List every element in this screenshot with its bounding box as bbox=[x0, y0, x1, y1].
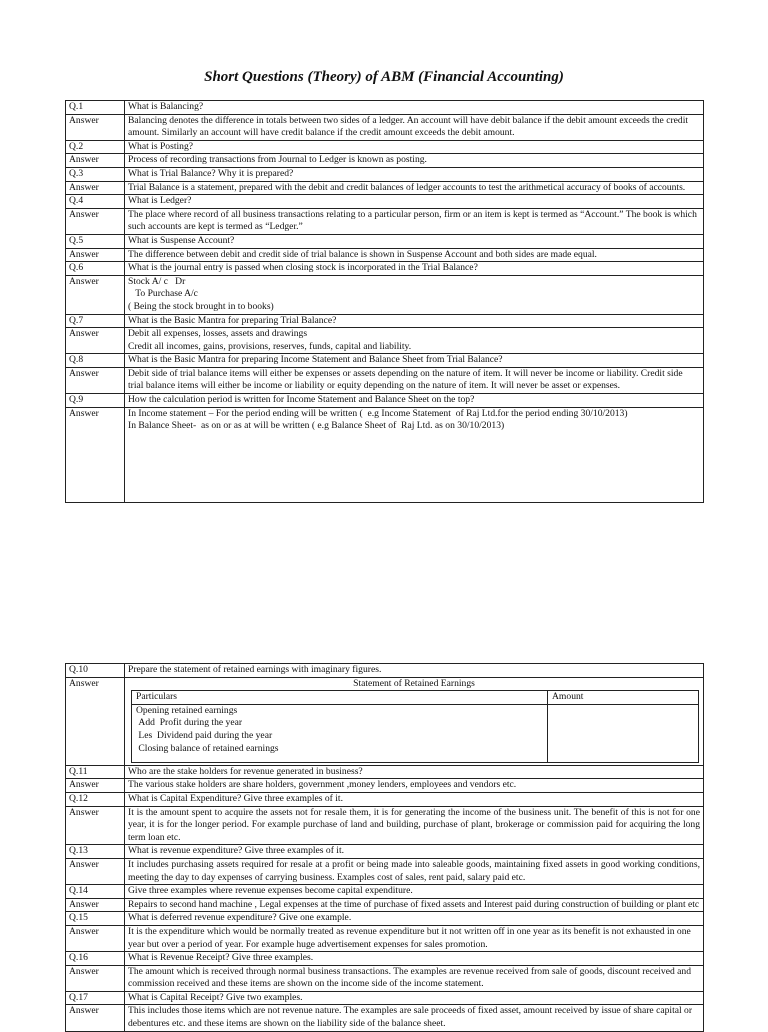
row-label: Q.2 bbox=[66, 140, 125, 154]
row-label: Answer bbox=[66, 154, 125, 168]
table-row bbox=[66, 167, 704, 181]
row-text: In Income statement – For the period ending will be written ( e.g Income Statement of Raj Ltd.for the period ending 30/10/2013) In Balance Sheet- as on or as at will be written ( e.g Balance Sheet of Raj Ltd. as on 30/10/2013) bbox=[125, 407, 704, 502]
row-text: What is deferred revenue expenditure? Give one example. bbox=[125, 912, 704, 926]
row-label: Q.3 bbox=[66, 167, 125, 181]
row-label: Answer bbox=[66, 367, 125, 393]
row-text: What is the journal entry is passed when closing stock is incorporated in the Trial Balance? bbox=[125, 262, 704, 276]
row-text: The amount which is received through normal business transactions. The examples are revenue received from sale of goods, discount received and commission received and these items are shown on the income side of the income statement. bbox=[125, 965, 704, 991]
table-row bbox=[66, 898, 704, 912]
row-text: What is Trial Balance? Why it is prepared? bbox=[125, 167, 704, 181]
row-text: This includes those items which are not revenue nature. The examples are sale proceeds of fixed asset, amount received by issue of share capital or debentures etc. and these items are shown on the liability side of the balance sheet. bbox=[125, 1005, 704, 1031]
row-label: Q.7 bbox=[66, 314, 125, 328]
row-text: Give three examples where revenue expenses become capital expenditure. bbox=[125, 885, 704, 899]
row-text: Debit all expenses, losses, assets and drawings Credit all incomes, gains, provisions, reserves, funds, capital and liability. bbox=[125, 328, 704, 354]
table-row bbox=[66, 765, 704, 779]
table-row bbox=[66, 314, 704, 328]
row-label: Q.5 bbox=[66, 234, 125, 248]
table-row bbox=[66, 114, 704, 140]
row-label: Answer bbox=[66, 328, 125, 354]
row-label: Answer bbox=[66, 275, 125, 314]
table-row bbox=[66, 912, 704, 926]
list-item: Add Profit during the year bbox=[136, 717, 243, 729]
row-label: Q.13 bbox=[66, 845, 125, 859]
table-row bbox=[66, 952, 704, 966]
table-row bbox=[66, 845, 704, 859]
row-label: Q.6 bbox=[66, 262, 125, 276]
row-text: What is Ledger? bbox=[125, 195, 704, 209]
table-row bbox=[66, 140, 704, 154]
row-text: The difference between debit and credit side of trial balance is shown in Suspense Account and both sides are made equal. bbox=[125, 248, 704, 262]
row-text: Who are the stake holders for revenue generated in business? bbox=[125, 765, 704, 779]
table-row bbox=[66, 925, 704, 951]
table-row bbox=[66, 407, 704, 502]
row-text: What is Revenue Receipt? Give three examples. bbox=[125, 952, 704, 966]
list-item: Les Dividend paid during the year bbox=[136, 729, 273, 741]
list-item: Opening retained earnings bbox=[136, 704, 238, 716]
row-text: What is the Basic Mantra for preparing Income Statement and Balance Sheet from Trial Balance? bbox=[125, 354, 704, 368]
row-text: Trial Balance is a statement, prepared with the debit and credit balances of ledger accounts to test the arithmetical accuracy of books of accounts. bbox=[125, 181, 704, 195]
row-label: Answer bbox=[66, 965, 125, 991]
page-title: Short Questions (Theory) of ABM (Financial Accounting) bbox=[204, 69, 564, 85]
row-label: Answer bbox=[66, 858, 125, 884]
row-label: Answer bbox=[66, 677, 125, 765]
row-label: Q.1 bbox=[66, 101, 125, 115]
row-text: Prepare the statement of retained earnings with imaginary figures. bbox=[125, 664, 704, 678]
row-text: How the calculation period is written for Income Statement and Balance Sheet on the top? bbox=[125, 394, 704, 408]
table-row bbox=[66, 367, 704, 393]
row-text: What is Capital Receipt? Give two examples. bbox=[125, 991, 704, 1005]
row-text: What is Suspense Account? bbox=[125, 234, 704, 248]
row-label: Answer bbox=[66, 208, 125, 234]
row-label: Answer bbox=[66, 181, 125, 195]
table-row bbox=[66, 154, 704, 168]
row-label: Answer bbox=[66, 407, 125, 502]
row-text: Stock A/ c Dr To Purchase A/c ( Being the stock brought in to books) bbox=[125, 275, 704, 314]
row-label: Q.15 bbox=[66, 912, 125, 926]
row-text: Debit side of trial balance items will either be expenses or assets depending on the nature of item. It will never be income or liability. Credit side trial balance items will either be income or liability or equity depending on the nature of item. It will never be asset or expenses. bbox=[125, 367, 704, 393]
table-row bbox=[66, 234, 704, 248]
table-row bbox=[66, 806, 704, 845]
table-row bbox=[66, 181, 704, 195]
row-text: The place where record of all business transactions relating to a particular person, firm or an item is kept is termed as “Account.” The book is which such accounts are kept is termed as “Ledger.” bbox=[125, 208, 704, 234]
row-label: Answer bbox=[66, 248, 125, 262]
col-header-particulars: Particulars bbox=[132, 691, 548, 705]
particulars-list bbox=[132, 704, 548, 762]
row-label: Answer bbox=[66, 114, 125, 140]
qa-table-1 bbox=[65, 100, 704, 503]
table-row bbox=[66, 677, 704, 765]
table-row bbox=[66, 101, 704, 115]
row-label: Answer bbox=[66, 779, 125, 793]
table-row bbox=[66, 248, 704, 262]
row-text: It is the expenditure which would be normally treated as revenue expenditure but it not written off in one year as its benefit is not exhausted in one year but over a period of year. For example huge advertisement expenses for sales promotion. bbox=[125, 925, 704, 951]
row-text: The various stake holders are share holders, government ,money lenders, employees and vendors etc. bbox=[125, 779, 704, 793]
row-label: Answer bbox=[66, 806, 125, 845]
row-label: Q.14 bbox=[66, 885, 125, 899]
list-item: Closing balance of retained earnings bbox=[136, 742, 279, 754]
row-label: Q.11 bbox=[66, 765, 125, 779]
row-text: What is Posting? bbox=[125, 140, 704, 154]
qa-table-2 bbox=[65, 663, 704, 1032]
table-row bbox=[66, 275, 704, 314]
row-text: What is revenue expenditure? Give three examples of it. bbox=[125, 845, 704, 859]
statement-cell bbox=[125, 677, 704, 765]
row-label: Q.4 bbox=[66, 195, 125, 209]
row-text: It includes purchasing assets required for resale at a profit or being made into saleable goods, maintaining fixed assets in good working conditions, meeting the day to day expenses of carrying business. Examples cost of sales, rent paid, salary paid etc. bbox=[125, 858, 704, 884]
row-label: Q.9 bbox=[66, 394, 125, 408]
retained-earnings-table bbox=[131, 690, 699, 763]
table-row bbox=[132, 691, 699, 705]
table-row bbox=[66, 664, 704, 678]
row-text: What is the Basic Mantra for preparing Trial Balance? bbox=[125, 314, 704, 328]
row-label: Answer bbox=[66, 1005, 125, 1031]
row-label: Answer bbox=[66, 925, 125, 951]
table-row bbox=[66, 394, 704, 408]
amount-cell bbox=[548, 704, 699, 762]
row-label: Answer bbox=[66, 898, 125, 912]
table-row bbox=[66, 208, 704, 234]
row-text: It is the amount spent to acquire the assets not for resale them, it is for generating the income of the business unit. The benefit of this is not for one year, it is for the longer period. For example purchase of land and building, purchase of plant, brokerage or commission paid for acquiring the long term loan etc. bbox=[125, 806, 704, 845]
row-label: Q.8 bbox=[66, 354, 125, 368]
table-row bbox=[66, 885, 704, 899]
row-text: Process of recording transactions from Journal to Ledger is known as posting. bbox=[125, 154, 704, 168]
table-row bbox=[66, 779, 704, 793]
row-text: What is Capital Expenditure? Give three examples of it. bbox=[125, 792, 704, 806]
row-text: Balancing denotes the difference in totals between two sides of a ledger. An account will have debit balance if the debit amount exceeds the credit amount. Similarly an account will have credit balance if the credit amount exceeds the debit amount. bbox=[125, 114, 704, 140]
table-row bbox=[66, 262, 704, 276]
table-row bbox=[66, 965, 704, 991]
row-label: Q.17 bbox=[66, 991, 125, 1005]
row-label: Q.12 bbox=[66, 792, 125, 806]
statement-title: Statement of Retained Earnings bbox=[353, 677, 475, 689]
row-text: What is Balancing? bbox=[125, 101, 704, 115]
table-row bbox=[66, 328, 704, 354]
table-row bbox=[66, 1005, 704, 1031]
col-header-amount: Amount bbox=[548, 691, 699, 705]
table-row bbox=[66, 792, 704, 806]
row-label: Q.16 bbox=[66, 952, 125, 966]
row-label: Q.10 bbox=[66, 664, 125, 678]
table-row bbox=[66, 195, 704, 209]
row-text: Repairs to second hand machine , Legal expenses at the time of purchase of fixed assets and Interest paid during construction of building or plant etc bbox=[125, 898, 704, 912]
table-row bbox=[66, 991, 704, 1005]
table-row bbox=[66, 354, 704, 368]
table-row bbox=[132, 704, 699, 762]
table-row bbox=[66, 858, 704, 884]
